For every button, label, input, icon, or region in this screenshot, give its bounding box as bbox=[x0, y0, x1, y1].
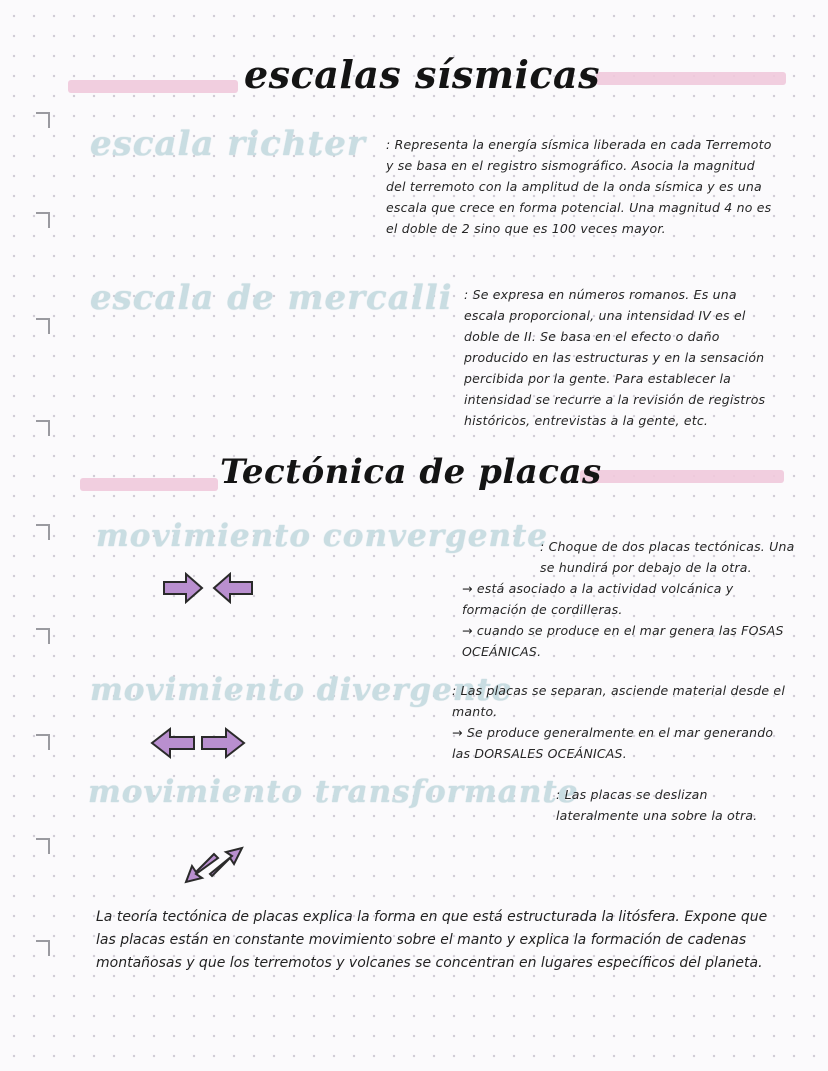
convergent-description: : Choque de dos placas tectónicas. Una se hundirá por debajo de la otra. bbox=[540, 539, 795, 575]
convergent-heading: movimiento convergente bbox=[96, 518, 549, 554]
converging-arrows-icon bbox=[160, 572, 256, 604]
binder-mark bbox=[36, 420, 58, 438]
diverging-arrows-icon bbox=[148, 726, 248, 760]
bullet-item: → está asociado a la actividad volcánica y formación de cordilleras. bbox=[462, 581, 734, 617]
title-highlight-right bbox=[596, 72, 786, 85]
binder-mark bbox=[36, 940, 58, 958]
subtitle-highlight-right bbox=[580, 470, 784, 483]
binder-mark bbox=[36, 212, 58, 230]
section-title: Tectónica de placas bbox=[220, 452, 602, 492]
convergent-text bbox=[540, 536, 796, 578]
binder-mark bbox=[36, 628, 58, 646]
binder-mark bbox=[36, 838, 58, 856]
divergent-description: : Las placas se separan, asciende material desde el manto. bbox=[452, 683, 785, 719]
binder-mark bbox=[36, 112, 58, 130]
richter-heading: escala richter bbox=[90, 124, 366, 164]
richter-text: : Representa la energía sísmica liberada en cada Terremoto y se basa en el registro sismográfico. Asocia la magnitud del terremoto con la amplitud de la onda sísmica y es una escala que crece en forma potencial. Una magnitud 4 no es el doble de 2 sino que es 100 veces mayor. bbox=[386, 137, 772, 236]
mercalli-text: : Se expresa en números romanos. Es una escala proporcional, una intensidad IV es el doble de II. Se basa en el efecto o daño producido en las estructuras y en la sensación percibida por la gente. Para establecer la intensidad se recurre a la revisión de registros históricos, entrevistas a la gente, etc. bbox=[464, 287, 766, 428]
divergent-text bbox=[452, 680, 788, 764]
conclusion-paragraph: La teoría tectónica de placas explica la forma en que está estructurada la litósfera. Expone que las placas están en constante movimiento sobre el manto y explica la formación de cadenas montañosas y que los terremotos y volcanes se concentran en lugares específicos del planeta. bbox=[96, 909, 768, 971]
transform-text: : Las placas se deslizan lateralmente una sobre la otra. bbox=[556, 787, 758, 823]
binder-mark bbox=[36, 734, 58, 752]
subtitle-highlight-left bbox=[80, 478, 218, 491]
binder-mark bbox=[36, 524, 58, 542]
convergent-bullets bbox=[462, 578, 784, 662]
sliding-arrows-icon bbox=[182, 846, 248, 886]
bullet-item: → Se produce generalmente en el mar generando las DORSALES OCEÁNICAS. bbox=[452, 725, 774, 761]
binder-mark bbox=[36, 318, 58, 336]
transform-heading: movimiento transformante bbox=[88, 774, 579, 810]
mercalli-heading: escala de mercalli bbox=[90, 278, 453, 318]
page-title: escalas sísmicas bbox=[244, 52, 601, 97]
title-highlight-left bbox=[68, 80, 238, 93]
bullet-item: → cuando se produce en el mar genera las FOSAS OCEÁNICAS. bbox=[462, 623, 784, 659]
divergent-heading: movimiento divergente bbox=[90, 672, 513, 708]
